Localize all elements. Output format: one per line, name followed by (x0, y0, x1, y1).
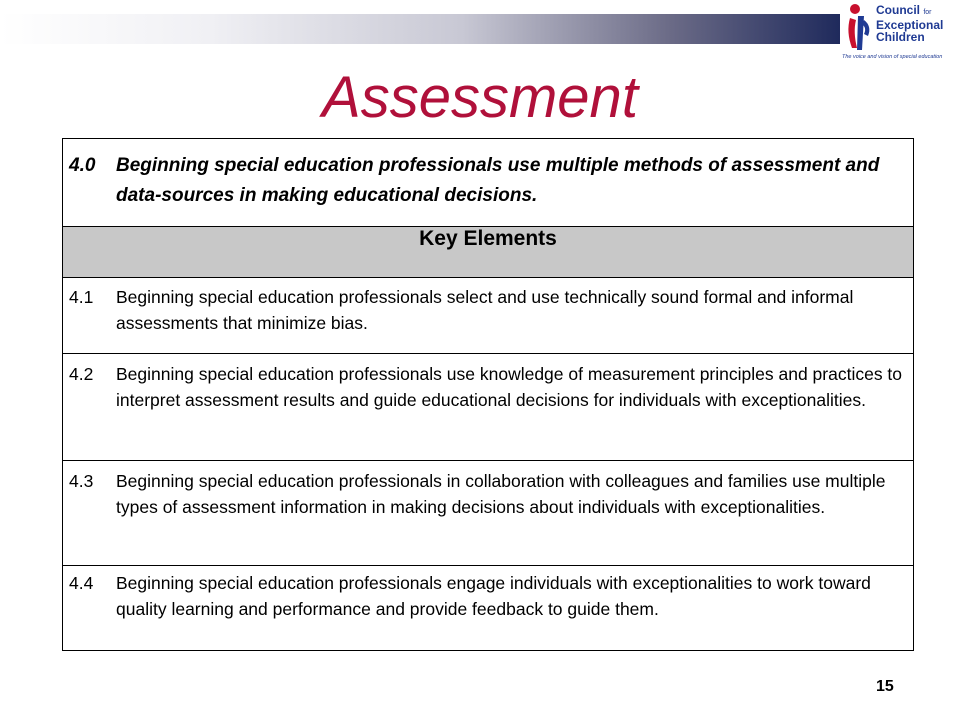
slide-title: Assessment (322, 65, 638, 130)
key-element-row (63, 461, 914, 566)
key-element-number: 4.4 (69, 573, 94, 593)
key-element-number: 4.2 (69, 364, 94, 384)
key-elements-header-row (63, 227, 914, 278)
key-element-text: Beginning special education professionals select and use technically sound formal and informal assessments that minimize bias. (116, 287, 854, 333)
standards-table (62, 138, 914, 651)
key-element-text: Beginning special education professionals use knowledge of measurement principles and practices to interpret assessment results and guide educational decisions for individuals with exceptionalities. (116, 364, 903, 410)
key-element-number: 4.3 (69, 471, 94, 491)
key-element-row (63, 278, 914, 354)
standard-row (63, 139, 914, 227)
key-elements-header: Key Elements (63, 227, 914, 278)
key-element-text: Beginning special education professionals in collaboration with colleagues and families use multiple types of assessment information in making decisions about individuals with exceptionalities. (116, 471, 886, 517)
logo-line-for: for (923, 9, 932, 16)
key-element-text: Beginning special education professionals engage individuals with exceptionalities to work toward quality learning and performance and provide feedback to guide them. (116, 573, 871, 619)
decorative-gradient-band (0, 14, 840, 44)
logo-line-exceptional: Exceptional (876, 18, 944, 32)
cec-logo-figure-icon (842, 2, 876, 54)
logo-line-council: Council (876, 3, 920, 17)
logo-line-children: Children (876, 30, 925, 44)
logo-wordmark (876, 4, 958, 43)
standard-number: 4.0 (69, 155, 96, 176)
standard-text: Beginning special education professionals use multiple methods of assessment and data-sources in making educational decisions. (116, 155, 880, 206)
key-element-row (63, 354, 914, 461)
key-element-number: 4.1 (69, 287, 94, 307)
key-element-row (63, 566, 914, 651)
page-number: 15 (876, 678, 894, 695)
logo-tagline: The voice and vision of special education (842, 54, 943, 60)
cec-logo (842, 2, 958, 66)
